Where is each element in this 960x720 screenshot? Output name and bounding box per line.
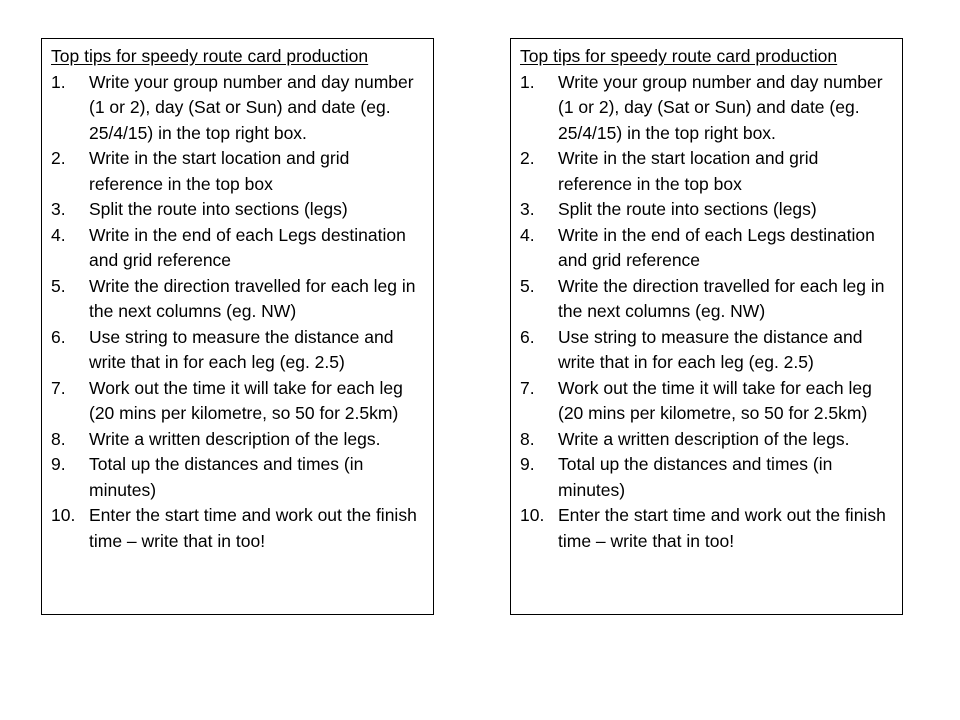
item-text: Enter the start time and work out the finish time – write that in too!: [89, 505, 417, 551]
list-item: [51, 223, 423, 274]
item-text: Write in the start location and grid reference in the top box: [558, 148, 819, 194]
item-number: 3.: [520, 199, 535, 219]
item-number: 5.: [520, 275, 535, 296]
item-text: Enter the start time and work out the finish time – write that in too!: [558, 505, 886, 551]
list-item: [520, 223, 892, 274]
item-text: Split the route into sections (legs): [89, 199, 348, 219]
list-item: [520, 325, 892, 376]
item-number: 2.: [51, 148, 66, 168]
item-text: Write in the end of each Legs destination and grid reference: [89, 224, 406, 270]
item-text: Write in the start location and grid reference in the top box: [89, 148, 350, 194]
item-number: 3.: [51, 199, 66, 219]
item-text: Use string to measure the distance and write that in for each leg (eg. 2.5): [89, 326, 394, 372]
list-item: [51, 452, 423, 503]
item-number: 8.: [520, 428, 535, 449]
tips-list: [51, 70, 423, 555]
item-number: 6.: [520, 326, 535, 347]
list-item: [51, 325, 423, 376]
item-text: Write a written description of the legs.: [89, 428, 381, 449]
item-text: Write in the end of each Legs destination and grid reference: [558, 224, 875, 270]
list-item: [51, 197, 423, 223]
list-item: [520, 146, 892, 197]
list-item: [51, 274, 423, 325]
card-title: Top tips for speedy route card production: [51, 46, 369, 66]
item-text: Total up the distances and times (in minutes): [89, 454, 364, 500]
item-number: 7.: [51, 377, 66, 398]
item-text: Use string to measure the distance and write that in for each leg (eg. 2.5): [558, 326, 863, 372]
item-text: Work out the time it will take for each leg (20 mins per kilometre, so 50 for 2.5km): [558, 377, 872, 423]
list-item: [520, 503, 892, 554]
item-text: Write your group number and day number (1 or 2), day (Sat or Sun) and date (eg. 25/4/15) in the top right box.: [89, 71, 414, 143]
item-number: 10.: [520, 505, 545, 525]
list-item: [520, 70, 892, 147]
item-number: 7.: [520, 377, 535, 398]
list-item: [51, 427, 423, 453]
item-number: 4.: [51, 224, 66, 245]
item-number: 5.: [51, 275, 66, 296]
card-title: Top tips for speedy route card production: [520, 46, 838, 66]
item-text: Split the route into sections (legs): [558, 199, 817, 219]
list-item: [520, 376, 892, 427]
list-item: [51, 503, 423, 554]
list-item: [520, 197, 892, 223]
tips-list: [520, 70, 892, 555]
item-text: Total up the distances and times (in minutes): [558, 454, 833, 500]
item-number: 9.: [520, 454, 535, 474]
list-item: [51, 146, 423, 197]
item-number: 2.: [520, 148, 535, 168]
tips-card-right: [510, 38, 903, 615]
item-number: 8.: [51, 428, 66, 449]
list-item: [520, 427, 892, 453]
tips-card-left: [41, 38, 434, 615]
list-item: [520, 274, 892, 325]
item-number: 9.: [51, 454, 66, 474]
list-item: [51, 70, 423, 147]
item-number: 10.: [51, 505, 76, 525]
item-text: Write your group number and day number (1 or 2), day (Sat or Sun) and date (eg. 25/4/15) in the top right box.: [558, 71, 883, 143]
item-text: Write a written description of the legs.: [558, 428, 850, 449]
item-number: 4.: [520, 224, 535, 245]
item-number: 1.: [51, 71, 66, 92]
list-item: [520, 452, 892, 503]
item-text: Write the direction travelled for each leg in the next columns (eg. NW): [558, 275, 885, 321]
item-number: 6.: [51, 326, 66, 347]
list-item: [51, 376, 423, 427]
item-text: Work out the time it will take for each leg (20 mins per kilometre, so 50 for 2.5km): [89, 377, 403, 423]
item-text: Write the direction travelled for each leg in the next columns (eg. NW): [89, 275, 416, 321]
item-number: 1.: [520, 71, 535, 92]
